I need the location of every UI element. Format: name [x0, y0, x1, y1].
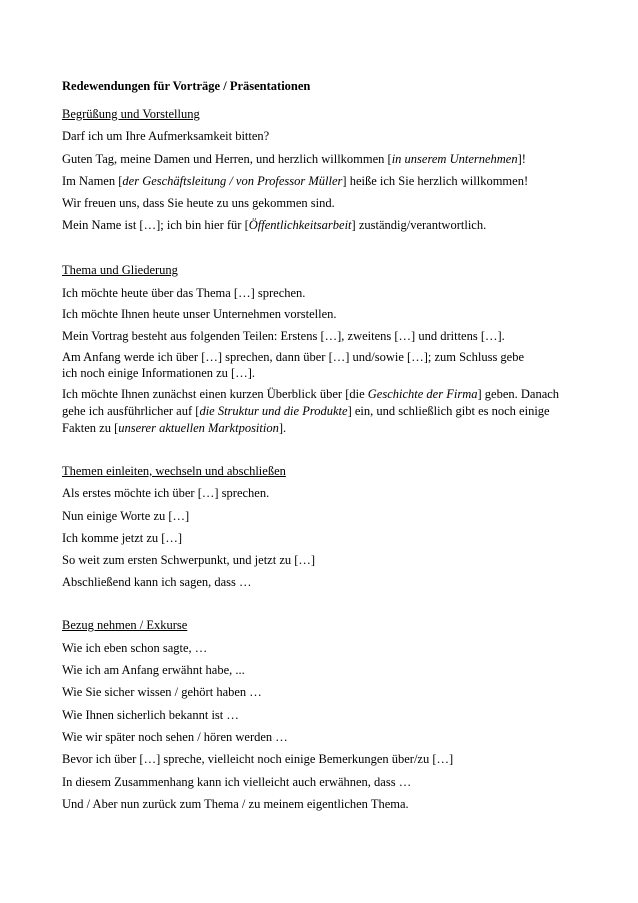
- text-line: Wie Sie sicher wissen / gehört haben …: [62, 685, 262, 699]
- section-heading-themen: Themen einleiten, wechseln und abschließen: [62, 464, 286, 478]
- text-line: Bevor ich über […] spreche, vielleicht noch einige Bemerkungen über/zu […]: [62, 752, 454, 766]
- text-run: Ich möchte Ihnen zunächst einen kurzen Überblick über [die: [62, 387, 368, 401]
- italic-run: Geschichte der Firma: [367, 387, 478, 401]
- document-title: Redewendungen für Vorträge / Präsentationen: [62, 79, 311, 93]
- text-run: ] zuständig/verantwortlich.: [351, 218, 487, 232]
- text-line: Mein Vortrag besteht aus folgenden Teilen: Erstens […], zweitens […] und drittens […].: [62, 329, 505, 343]
- text-line: Darf ich um Ihre Aufmerksamkeit bitten?: [62, 129, 270, 143]
- italic-run: in unserem Unternehmen: [391, 152, 518, 166]
- section-heading-thema: Thema und Gliederung: [62, 263, 178, 277]
- text-run: ] geben. Danach: [477, 387, 560, 401]
- text-run: ]!: [517, 152, 526, 166]
- text-line: Wie ich am Anfang erwähnt habe, ...: [62, 663, 245, 677]
- text-line: [62, 420, 286, 436]
- text-run: gehe ich ausführlicher auf [: [62, 404, 200, 418]
- text-line: Ich komme jetzt zu […]: [62, 531, 183, 545]
- text-run: ] heiße ich Sie herzlich willkommen!: [342, 174, 529, 188]
- text-line: Wie wir später noch sehen / hören werden …: [62, 730, 288, 744]
- italic-run: Öffentlichkeitsarbeit: [248, 218, 352, 232]
- text-line: Ich möchte heute über das Thema […] sprechen.: [62, 286, 306, 300]
- text-line: Abschließend kann ich sagen, dass …: [62, 575, 252, 589]
- italic-run: unserer aktuellen Marktposition: [118, 421, 279, 435]
- text-line: Am Anfang werde ich über […] sprechen, dann über […] und/sowie […]; zum Schluss gebe: [62, 350, 525, 364]
- text-line: [62, 217, 486, 233]
- italic-run: der Geschäftsleitung / von Professor Müller: [122, 174, 343, 188]
- text-line: ich noch einige Informationen zu […].: [62, 366, 255, 380]
- section-heading-begruessung: Begrüßung und Vorstellung: [62, 107, 200, 121]
- text-run: ] ein, und schließlich gibt es noch einige: [347, 404, 550, 418]
- italic-run: die Struktur und die Produkte: [199, 404, 348, 418]
- text-line: Nun einige Worte zu […]: [62, 509, 190, 523]
- text-line: Ich möchte Ihnen heute unser Unternehmen vorstellen.: [62, 307, 337, 321]
- text-line: [62, 173, 528, 189]
- text-run: Guten Tag, meine Damen und Herren, und herzlich willkommen [: [62, 152, 392, 166]
- text-run: ].: [278, 421, 287, 435]
- section-heading-bezug: Bezug nehmen / Exkurse: [62, 618, 188, 632]
- text-line: [62, 386, 559, 402]
- text-run: Im Namen [: [62, 174, 123, 188]
- text-line: Wie Ihnen sicherlich bekannt ist …: [62, 708, 239, 722]
- text-line: Als erstes möchte ich über […] sprechen.: [62, 486, 270, 500]
- text-line: In diesem Zusammenhang kann ich vielleicht auch erwähnen, dass …: [62, 775, 412, 789]
- text-line: [62, 403, 550, 419]
- text-line: Wie ich eben schon sagte, …: [62, 641, 208, 655]
- text-line: So weit zum ersten Schwerpunkt, und jetzt zu […]: [62, 553, 316, 567]
- text-line: Wir freuen uns, dass Sie heute zu uns gekommen sind.: [62, 196, 335, 210]
- text-line: Und / Aber nun zurück zum Thema / zu meinem eigentlichen Thema.: [62, 797, 409, 811]
- text-run: Fakten zu [: [62, 421, 119, 435]
- text-line: [62, 151, 526, 167]
- text-run: Mein Name ist […]; ich bin hier für [: [62, 218, 249, 232]
